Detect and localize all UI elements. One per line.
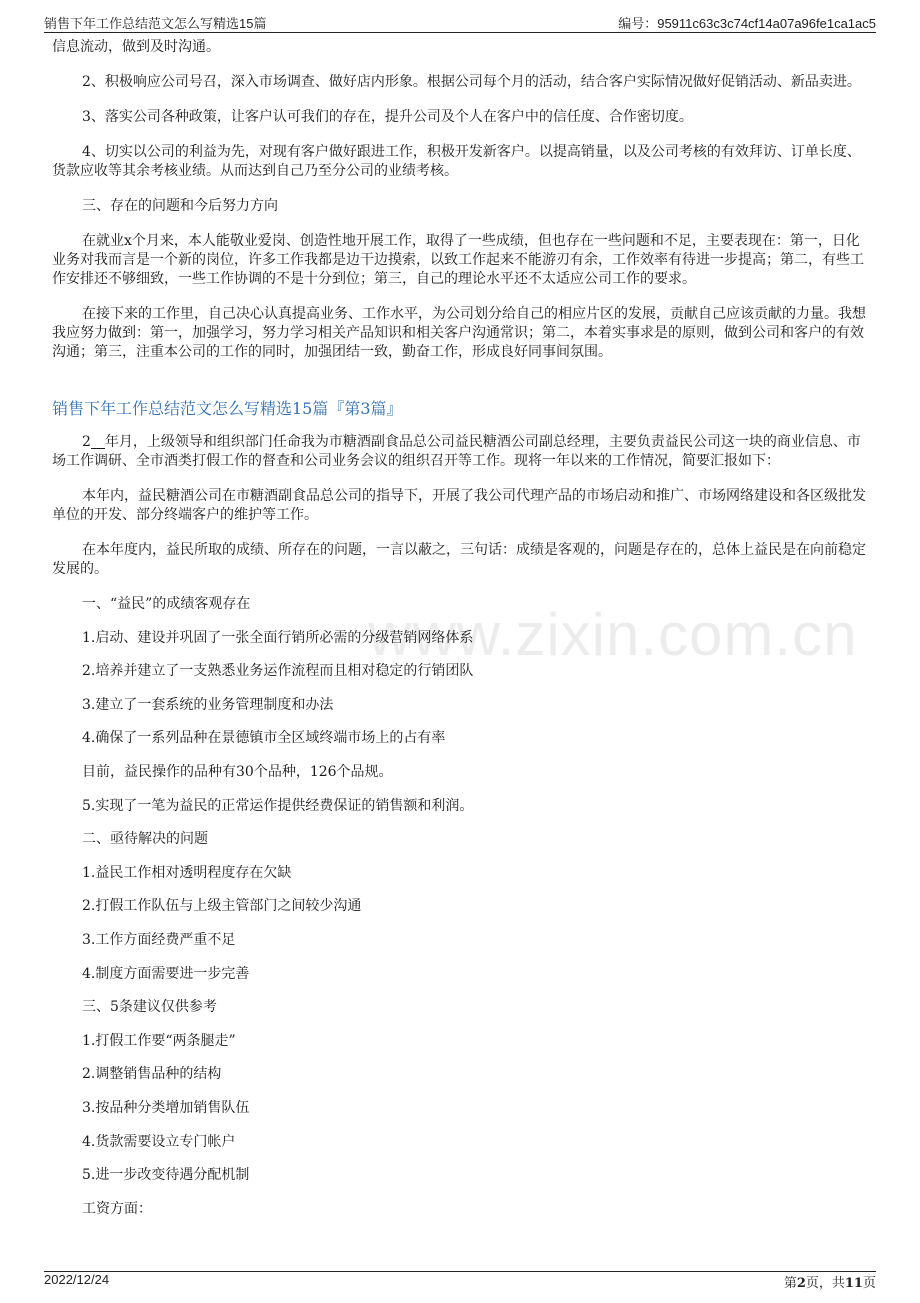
paragraph: 3、落实公司各种政策，让客户认可我们的存在，提升公司及个人在客户中的信任度、合作密切度。 — [82, 109, 693, 125]
list-item: 1.益民工作相对透明程度存在欠缺 — [82, 864, 292, 881]
paragraph: 在接下来的工作里，自己决心认真提高业务、工作水平，为公司划分给自己的相应片区的发展，贡献自己应该贡献的力量。我想我应努力做到：第一，加强学习，努力学习相关产品知识和相关客户沟通常识；第二，本着实事求是的原则，做到公司和客户的有效沟通；第三，注重本公司的工作的同时，加强团结一致，勤奋工作，形成良好同事间氛围。 — [52, 306, 866, 360]
list-item: 1.启动、建设并巩固了一张全面行销所必需的分级营销网络体系 — [82, 629, 474, 646]
footer-date: 2022/12/24 — [44, 1272, 110, 1287]
list-item: 工资方面： — [82, 1200, 152, 1217]
blank-underline — [91, 434, 105, 449]
doc-number: 编号：95911c63c3c74cf14a07a96fe1ca1ac5 — [618, 16, 876, 31]
page-header — [44, 0, 876, 33]
paragraph-rest: 年月，上级领导和组织部门任命我为市糖酒副食品总公司益民糖酒公司副总经理，主要负责益民公司这一块的商业信息、市场工作调研、全市酒类打假工作的督查和公司业务会议的组织召开等工作。现将一年以来的工作情况，简要汇报如下： — [52, 434, 861, 469]
list-item: 5.进一步改变待遇分配机制 — [82, 1167, 250, 1184]
paragraph-start: 2 — [82, 434, 91, 450]
list-item: 3.工作方面经费严重不足 — [82, 931, 236, 948]
list-item: 一、“益民”的成绩客观存在 — [82, 596, 251, 612]
list-item: 3.按品种分类增加销售队伍 — [82, 1099, 250, 1116]
list-item: 目前，益民操作的品种有30个品种，126个品规。 — [82, 763, 393, 780]
page-total: 11 — [844, 1276, 863, 1291]
continued-text: 信息流动，做到及时沟通。 — [52, 39, 220, 55]
list-item: 4.货款需要设立专门帐户 — [82, 1133, 236, 1150]
paragraph: 本年内，益民糖酒公司在市糖酒副食品总公司的指导下，开展了我公司代理产品的市场启动和推广、市场网络建设和各区级批发单位的开发、部分终端客户的维护等工作。 — [52, 488, 866, 523]
paragraph: 2、积极响应公司号召，深入市场调查、做好店内形象。根据公司每个月的活动，结合客户实际情况做好促销活动、新品卖进。 — [82, 74, 861, 90]
list-item: 2.打假工作队伍与上级主管部门之间较少沟通 — [82, 898, 362, 915]
page-footer — [44, 1271, 876, 1303]
page-prefix: 第 — [783, 1276, 797, 1291]
paragraph: 4、切实以公司的利益为先，对现有客户做好跟进工作，积极开发新客户。以提高销量，以及公司考核的有效拜访、订单长度、货款应收等其余考核业绩。从而达到自己乃至分公司的业绩考核。 — [52, 144, 861, 179]
section-title[interactable]: 销售下年工作总结范文怎么写精选15篇『第3篇』 — [52, 399, 403, 418]
list-item: 4.制度方面需要进一步完善 — [82, 965, 250, 982]
list-item: 1.打假工作要“两条腿走” — [82, 1032, 236, 1049]
page-indicator — [784, 1272, 876, 1291]
list-item: 三、5条建议仅供参考 — [82, 999, 217, 1016]
list-item: 2.培养并建立了一支熟悉业务运作流程而且相对稳定的行销团队 — [82, 663, 474, 680]
list-item: 二、亟待解决的问题 — [82, 831, 208, 848]
list-item: 3.建立了一套系统的业务管理制度和办法 — [82, 696, 334, 713]
list-item: 5.实现了一笔为益民的正常运作提供经费保证的销售额和利润。 — [82, 797, 474, 814]
page-current: 2 — [796, 1276, 806, 1291]
paragraph: 在就业x个月来，本人能敬业爱岗、创造性地开展工作，取得了一些成绩，但也存在一些问题和不足，主要表现在：第一，日化业务对我而言是一个新的岗位，许多工作我都是边干边摸索，以致工作起来不能游刃有余，工作效率有待进一步提高；第二，有些工作安排还不够细致，一些工作协调的不是十分到位；第三，自己的理论水平还不太适应公司工作的要求。 — [52, 233, 864, 287]
page-suffix: 页 — [862, 1276, 876, 1291]
header-title: 销售下年工作总结范文怎么写精选15篇 — [44, 16, 267, 31]
paragraph: 在本年度内，益民所取的成绩、所存在的问题，一言以蔽之，三句话：成绩是客观的，问题是存在的，总体上益民是在向前稳定发展的。 — [52, 542, 866, 577]
list-item: 2.调整销售品种的结构 — [82, 1066, 222, 1083]
watermark: www.zixin.com.cn — [368, 601, 858, 668]
subheading: 三、存在的问题和今后努力方向 — [82, 198, 278, 214]
list-item: 4.确保了一系列品种在景德镇市全区域终端市场上的占有率 — [82, 730, 446, 747]
page-mid: 页，共 — [805, 1276, 845, 1291]
paragraph — [52, 433, 868, 471]
document-body — [52, 38, 868, 1233]
